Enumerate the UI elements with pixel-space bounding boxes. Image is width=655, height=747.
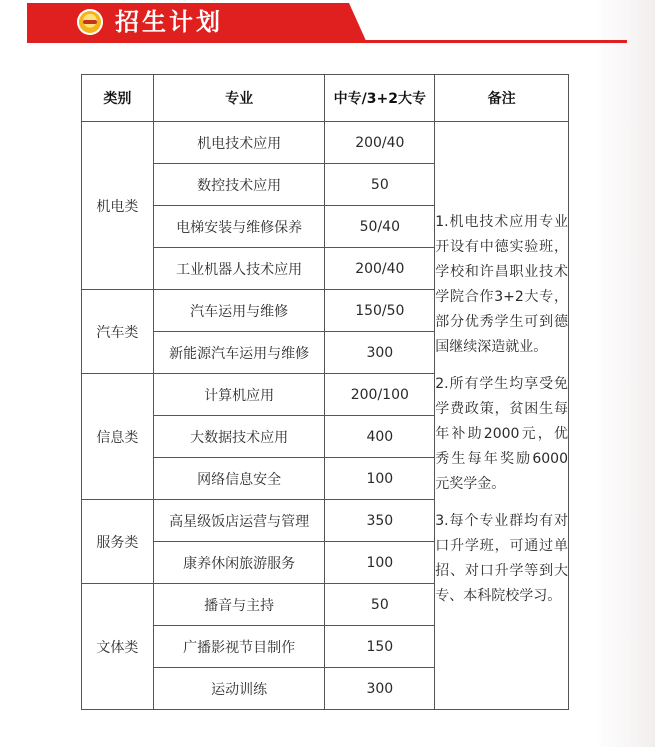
quota-cell: 50 (325, 584, 435, 626)
major-cell: 播音与主持 (153, 584, 325, 626)
major-cell: 汽车运用与维修 (153, 290, 325, 332)
quota-cell: 100 (325, 458, 435, 500)
header-major: 专业 (153, 75, 325, 122)
table-header-row (82, 75, 569, 122)
quota-cell: 150 (325, 626, 435, 668)
major-cell: 电梯安装与维修保养 (153, 206, 325, 248)
page-background (595, 0, 655, 747)
major-cell: 机电技术应用 (153, 122, 325, 164)
major-cell: 大数据技术应用 (153, 416, 325, 458)
notes-cell (435, 122, 569, 710)
major-cell: 新能源汽车运用与维修 (153, 332, 325, 374)
major-cell: 运动训练 (153, 668, 325, 710)
page-title: 招生计划 (115, 8, 223, 36)
major-cell: 广播影视节目制作 (153, 626, 325, 668)
category-cell: 服务类 (82, 500, 154, 584)
quota-cell: 50 (325, 164, 435, 206)
category-cell: 文体类 (82, 584, 154, 710)
quota-cell: 150/50 (325, 290, 435, 332)
quota-cell: 300 (325, 332, 435, 374)
category-cell: 汽车类 (82, 290, 154, 374)
major-cell: 康养休闲旅游服务 (153, 542, 325, 584)
header-category: 类别 (82, 75, 154, 122)
major-cell: 高星级饭店运营与管理 (153, 500, 325, 542)
table-row (82, 122, 569, 164)
quota-cell: 100 (325, 542, 435, 584)
category-cell: 信息类 (82, 374, 154, 500)
quota-cell: 200/100 (325, 374, 435, 416)
header-notes: 备注 (435, 75, 569, 122)
major-cell: 计算机应用 (153, 374, 325, 416)
quota-cell: 300 (325, 668, 435, 710)
school-emblem-icon (77, 9, 103, 35)
major-cell: 数控技术应用 (153, 164, 325, 206)
header-quota: 中专/3+2大专 (325, 75, 435, 122)
quota-cell: 200/40 (325, 122, 435, 164)
note-2: 2.所有学生均享受免学费政策，贫困生每年补助2000元，优秀生每年奖励6000元奖学金。 (435, 376, 568, 492)
enrollment-plan-table (81, 74, 569, 710)
note-1: 1.机电技术应用专业开设有中德实验班，学校和许昌职业技术学院合作3+2大专，部分优秀学生可到德国继续深造就业。 (435, 214, 568, 355)
quota-cell: 50/40 (325, 206, 435, 248)
quota-cell: 400 (325, 416, 435, 458)
header-rule (27, 40, 627, 43)
major-cell: 工业机器人技术应用 (153, 248, 325, 290)
quota-cell: 350 (325, 500, 435, 542)
note-3: 3.每个专业群均有对口升学班，可通过单招、对口升学等到大专、本科院校学习。 (435, 513, 568, 604)
category-cell: 机电类 (82, 122, 154, 290)
major-cell: 网络信息安全 (153, 458, 325, 500)
quota-cell: 200/40 (325, 248, 435, 290)
